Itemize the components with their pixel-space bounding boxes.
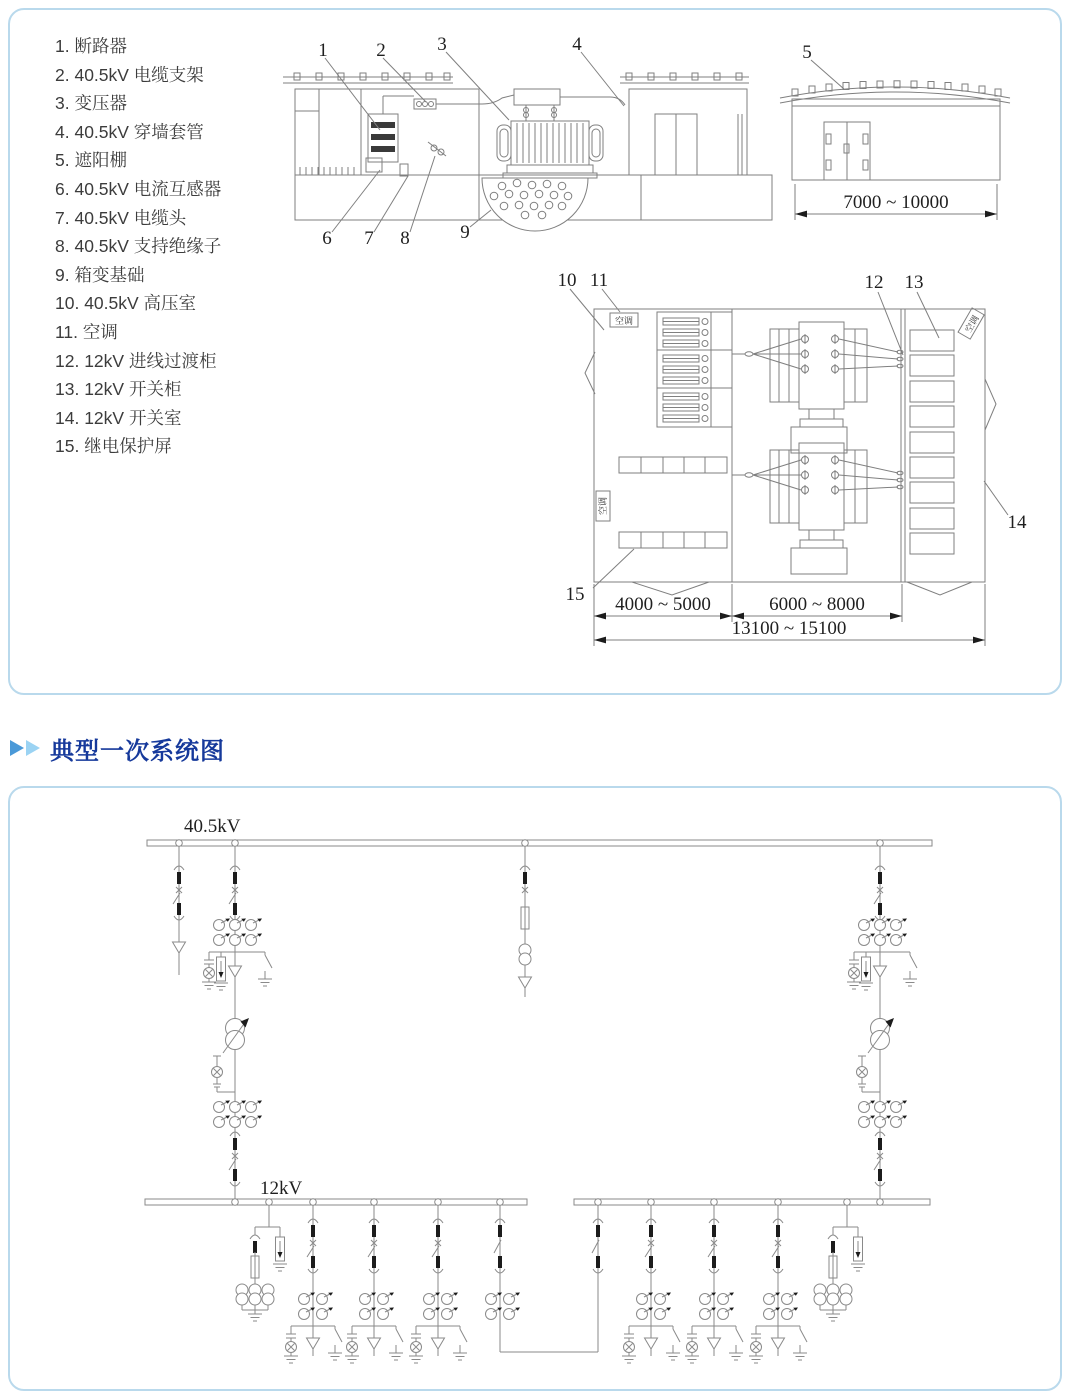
lv-outgoing-feeder <box>409 1205 467 1363</box>
callout-8: 8 <box>400 228 410 249</box>
lv-bus-label: 12kV <box>260 1178 303 1199</box>
callout-2: 2 <box>376 40 386 61</box>
legend-item: 12. 12kV 进线过渡柜 <box>55 350 217 371</box>
dimension-label: 7000 ~ 10000 <box>843 192 949 213</box>
lv-room-body <box>629 89 747 175</box>
transformer-plan-2 <box>732 443 903 574</box>
transformer-feeder-right <box>847 846 917 1202</box>
cable-support <box>383 95 625 109</box>
dimension-label: 13100 ~ 15100 <box>731 618 847 639</box>
lv-outgoing-feeder <box>749 1205 807 1363</box>
callout-1: 1 <box>318 40 328 61</box>
legend-item: 1. 断路器 <box>55 36 127 56</box>
legend-item: 15. 继电保护屏 <box>55 436 172 457</box>
callout-3: 3 <box>437 34 447 55</box>
section-header <box>10 728 225 768</box>
right-wall-opening <box>985 379 996 430</box>
legend-item: 6. 40.5kV 电流互感器 <box>55 178 222 199</box>
substation-elevation <box>283 34 772 249</box>
arrow-icon <box>10 740 24 756</box>
legend-item: 10. 40.5kV 高压室 <box>55 293 197 314</box>
substation-plan <box>558 270 1028 646</box>
ac-label: 空调 <box>598 496 608 516</box>
lv-outgoing-feeder <box>345 1205 403 1363</box>
hv-bus <box>147 816 932 846</box>
legend-item: 11. 空调 <box>55 321 118 342</box>
bus-tie-right <box>592 1205 603 1352</box>
legend-item: 3. 变压器 <box>55 93 127 114</box>
transformer-feeder-left <box>202 846 272 1202</box>
one-line-diagram <box>14 794 1062 1386</box>
dimension-label: 6000 ~ 8000 <box>769 594 865 615</box>
legend-item: 4. 40.5kV 穿墙套管 <box>55 121 204 142</box>
ac-label: 空调 <box>963 313 981 335</box>
callout-5: 5 <box>802 42 812 63</box>
ac-unit-top-right <box>958 308 984 339</box>
callout-15: 15 <box>565 584 585 605</box>
canopy-building-body <box>792 99 1000 180</box>
transformer-plan <box>732 322 903 453</box>
lv-outgoing-feeder <box>622 1205 680 1363</box>
hv-line-feeder <box>173 846 186 975</box>
callout-6: 6 <box>322 228 332 249</box>
canopy-dimension <box>795 184 997 220</box>
plan-dimensions <box>594 584 985 646</box>
shade-canopy-elevation <box>780 42 1010 220</box>
callout-4: 4 <box>572 34 582 55</box>
hv-bus-label: 40.5kV <box>184 816 241 837</box>
double-door <box>824 122 870 180</box>
callout-11: 11 <box>589 270 609 291</box>
legend-item: 8. 40.5kV 支持绝缘子 <box>55 236 222 257</box>
bus-tie-left <box>486 1205 521 1352</box>
gravel-pit <box>482 178 588 231</box>
layout-drawing <box>14 18 1062 683</box>
lv-pt-feeder-left <box>236 1205 287 1321</box>
support-insulator <box>428 142 446 156</box>
lv-bus-left <box>145 1178 527 1205</box>
relay-screen-row-upper <box>619 457 727 473</box>
ac-label: 空调 <box>614 316 634 326</box>
bottom-door-right <box>907 582 972 595</box>
callout-10: 10 <box>557 270 577 291</box>
layout-drawing-panel <box>8 8 1062 695</box>
callout-14: 14 <box>1007 512 1027 533</box>
transformer-elevation <box>497 89 603 178</box>
callout-13: 13 <box>904 272 924 293</box>
legend-item: 9. 箱变基础 <box>55 264 145 285</box>
breaker-elevation <box>366 96 408 176</box>
callout-12: 12 <box>864 272 884 293</box>
legend-item: 2. 40.5kV 电缆支架 <box>55 64 204 85</box>
ac-unit-top-left <box>610 313 638 327</box>
hv-pt-feeder <box>519 846 532 997</box>
one-line-diagram-panel <box>8 786 1062 1391</box>
arrow-icon <box>26 740 40 756</box>
dimension-label: 4000 ~ 5000 <box>615 594 711 615</box>
elevation-callouts <box>318 34 624 249</box>
lv-outgoing-feeder <box>284 1205 342 1363</box>
lv-outgoing-feeder <box>685 1205 743 1363</box>
legend-item: 13. 12kV 开关柜 <box>55 379 182 400</box>
relay-screen-row-lower <box>619 532 727 548</box>
callout-9: 9 <box>460 222 470 243</box>
lv-cabinet-column <box>910 330 954 554</box>
hv-panel-block <box>657 312 732 427</box>
legend-item: 7. 40.5kV 电缆头 <box>55 207 187 228</box>
callout-7: 7 <box>364 228 374 249</box>
section-title: 典型一次系统图 <box>50 737 225 765</box>
legend-item: 5. 遮阳棚 <box>55 150 127 171</box>
legend-item: 14. 12kV 开关室 <box>55 407 182 428</box>
lv-pt-feeder-right <box>814 1205 865 1321</box>
ac-unit-left-wall <box>596 491 610 521</box>
